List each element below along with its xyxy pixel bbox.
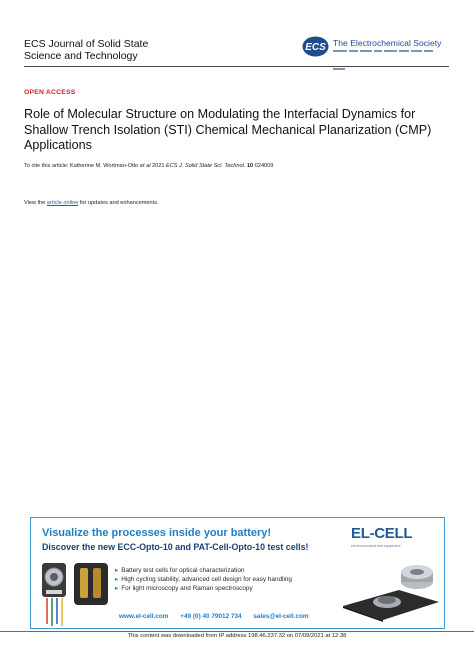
advertisement-banner[interactable] — [30, 517, 445, 629]
citation-volume: 10 — [245, 163, 254, 169]
el-cell-tagline: electrochemical test equipment — [351, 544, 401, 548]
ad-phone: +49 (0) 40 79012 734 — [180, 613, 242, 620]
article-online-link[interactable]: article online — [46, 200, 79, 206]
ad-subline: Discover the new ECC-Opto-10 and PAT-Cell-Opto-10 test cells! — [42, 542, 309, 552]
publisher-logo[interactable] — [302, 36, 448, 60]
journal-name-line-1: ECS Journal of Solid State — [24, 38, 149, 50]
el-cell-logo — [351, 523, 441, 553]
connector-wires-image — [44, 598, 66, 628]
ad-feature-list — [115, 566, 292, 594]
ecs-logo-icon — [302, 36, 329, 57]
citation-journal: ECS J. Solid State Sci. Technol. — [166, 163, 246, 169]
journal-name-line-2: Science and Technology — [24, 50, 138, 62]
ad-email-link[interactable]: sales@el-cell.com — [253, 613, 309, 620]
ad-feature-item: ▸ High cycling stability, advanced cell design for easy handling — [115, 575, 292, 584]
test-cell-image — [41, 562, 67, 598]
view-online-prefix: View the — [24, 200, 47, 206]
download-note: This content was downloaded from IP address 198.46.237.32 on 07/09/2021 at 12:38 — [127, 633, 347, 639]
ad-contact-bar — [119, 613, 319, 620]
article-title: Role of Molecular Structure on Modulating the Interfacial Dynamics for Shallow Trench Isolation (STI) Chemical Mechanical Planarization (CMP) Applications — [24, 107, 432, 153]
view-online-line — [24, 200, 159, 206]
publisher-name: The Electrochemical Society — [333, 38, 442, 48]
ad-headline: Visualize the processes inside your battery! — [42, 527, 272, 539]
footer-divider — [0, 631, 474, 632]
open-access-label: OPEN ACCESS — [24, 89, 76, 96]
publisher-tagline-graphic — [333, 50, 447, 53]
optical-window-image — [73, 562, 109, 606]
test-cell-device-image — [341, 562, 441, 622]
ecs-badge-text: ECS — [305, 42, 326, 53]
ad-feature-item: ▸ For light microscopy and Raman spectroscopy — [115, 584, 292, 593]
header-divider — [24, 66, 449, 67]
citation-year: 2021 — [150, 163, 166, 169]
citation-prefix: To cite this article: Katherine M. Wortman-Otto — [24, 163, 140, 169]
ad-website-link[interactable]: www.el-cell.com — [119, 613, 169, 620]
journal-name — [24, 38, 148, 62]
citation-et-al: et al — [139, 163, 151, 169]
citation-line — [24, 163, 273, 169]
el-cell-brand: EL-CELL — [351, 525, 413, 542]
citation-article-number: 024009 — [253, 163, 274, 169]
ad-feature-item: ▸ Battery test cells for optical characterization — [115, 566, 292, 575]
view-online-suffix: for updates and enhancements. — [78, 200, 159, 206]
